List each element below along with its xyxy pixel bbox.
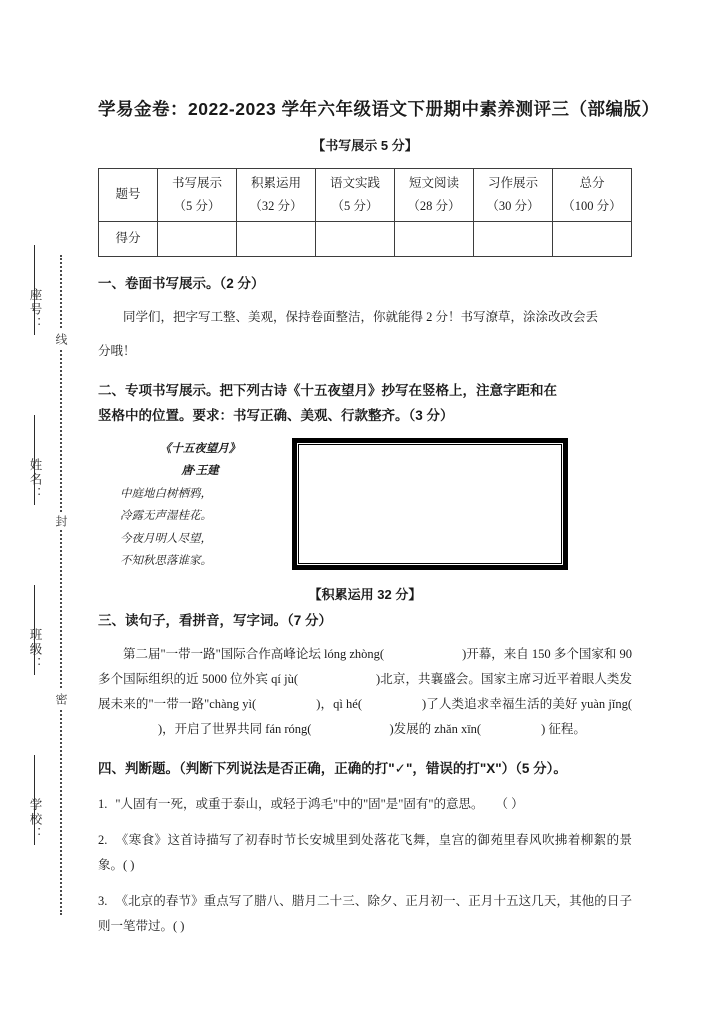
pinyin-seg: )了人类追求幸福生活的美好 yuàn jǐng( xyxy=(422,697,632,712)
score-entry-cell[interactable] xyxy=(553,222,632,257)
table-header-cell xyxy=(553,169,632,222)
answer-parenthesis[interactable]: ( ) xyxy=(173,918,185,933)
pinyin-seg: )，开启了世界共同 fán róng( xyxy=(158,722,312,737)
seal-label-seat: 座号： xyxy=(28,288,42,332)
seal-char-seal: 封 xyxy=(53,512,70,530)
pinyin-seg: )，qì hé( xyxy=(316,697,362,712)
column-points: （5 分） xyxy=(173,199,221,213)
handwriting-answer-box[interactable] xyxy=(292,438,568,570)
page-content xyxy=(98,0,660,1024)
column-name: 积累运用 xyxy=(250,175,301,190)
seal-char-line: 线 xyxy=(53,330,70,348)
section-one-body-line-2: 分哦！ xyxy=(98,343,136,358)
poem-author: 唐·王建 xyxy=(181,465,219,478)
poem-block xyxy=(98,438,288,573)
column-name: 总分 xyxy=(579,175,605,190)
column-name: 书写展示 xyxy=(171,175,222,190)
column-points: （32 分） xyxy=(249,199,303,213)
column-name: 语文实践 xyxy=(329,175,380,190)
table-row xyxy=(99,222,632,257)
seal-label-school: 学校： xyxy=(28,798,42,842)
poem-line: 冷露无声湿桂花。 xyxy=(120,510,212,523)
poem-line: 中庭地白树栖鸦， xyxy=(120,487,212,500)
column-points: （5 分） xyxy=(331,199,379,213)
item-number: 3. xyxy=(98,893,108,908)
list-item xyxy=(98,878,632,939)
item-text: "人固有一死，或重于泰山，或轻于鸿毛"中的"固"是"固有"的意思。 xyxy=(115,796,484,811)
list-item xyxy=(98,817,632,878)
table-header-cell xyxy=(474,169,553,222)
pinyin-seg: )发展的 zhǎn xīn( xyxy=(389,722,482,737)
writing-section-heading: 【书写展示 5 分】 xyxy=(312,138,418,153)
seal-label-name: 姓名： xyxy=(28,458,42,502)
column-name: 短文阅读 xyxy=(408,175,459,190)
answer-parenthesis[interactable]: （ ） xyxy=(495,796,524,811)
poem-line: 今夜月明人尽望， xyxy=(120,532,212,545)
seal-margin xyxy=(0,0,92,1024)
score-table xyxy=(98,168,632,257)
score-entry-cell[interactable] xyxy=(237,222,316,257)
section-two-title-line-1: 二、专项书写展示。把下列古诗《十五夜望月》抄写在竖格上，注意字距和在 xyxy=(98,382,557,398)
table-header-cell xyxy=(237,169,316,222)
item-number: 2. xyxy=(98,832,108,847)
pinyin-fill-paragraph xyxy=(98,633,632,742)
poem-line: 不知秋思落谁家。 xyxy=(120,554,212,567)
score-entry-cell[interactable] xyxy=(316,222,395,257)
page-title: 学易金卷：2022-2023 学年六年级语文下册期中素养测评三（部编版） xyxy=(98,99,660,119)
table-header-cell xyxy=(316,169,395,222)
table-header-cell xyxy=(395,169,474,222)
handwriting-box-inner-border xyxy=(298,444,562,564)
item-text: 《寒食》这首诗描写了初春时节长安城里到处落花飞舞，皇宫的御苑里春风吹拂着柳絮的景象。 xyxy=(98,832,632,872)
pinyin-seg: )开幕，来自 150 多个国家和 90 多个国际组织的近 5000 位外宾 qí jù( xyxy=(98,647,632,687)
column-name: 习作展示 xyxy=(487,175,538,190)
seal-char-mi: 密 xyxy=(53,690,70,708)
column-points: （100 分） xyxy=(562,199,622,213)
column-points: （28 分） xyxy=(407,199,461,213)
score-entry-cell[interactable] xyxy=(474,222,553,257)
poem-title: 《十五夜望月》 xyxy=(159,442,241,455)
poem-and-writing-box xyxy=(98,428,632,573)
section-three-title: 三、读句子，看拼音，写字词。（7 分） xyxy=(98,613,333,629)
section-two-title-line-2: 竖格中的位置。要求：书写正确、美观、行款整齐。（3 分） xyxy=(98,408,454,424)
answer-parenthesis[interactable]: ( ) xyxy=(123,857,135,872)
table-header-cell xyxy=(158,169,237,222)
section-one-title: 一、卷面书写展示。（2 分） xyxy=(98,276,265,291)
score-entry-cell[interactable] xyxy=(395,222,474,257)
pinyin-seg: )北京，共襄盛会。国家主席习近平着眼人类发展未来的"一带一路"chàng yì( xyxy=(98,672,633,712)
table-row-label-question: 题号 xyxy=(99,169,158,222)
seal-dotted-line xyxy=(60,255,62,915)
table-row xyxy=(99,169,632,222)
item-text: 《北京的春节》重点写了腊八、腊月二十三、除夕、正月初一、正月十五这几天，其他的日子则一笔带过。 xyxy=(98,893,632,933)
column-points: （30 分） xyxy=(486,199,540,213)
score-entry-cell[interactable] xyxy=(158,222,237,257)
table-row-label-score: 得分 xyxy=(99,222,158,257)
pinyin-seg: ) 征程。 xyxy=(541,722,586,737)
pinyin-seg: 第二届"一带一路"国际合作高峰论坛 lóng zhòng( xyxy=(123,647,385,662)
list-item xyxy=(98,781,632,817)
section-four-title: 四、判断题。（判断下列说法是否正确，正确的打"✓"，错误的打"X"）（5 分）。 xyxy=(98,761,567,777)
seal-label-class: 班级： xyxy=(28,628,42,672)
accumulate-section-heading: 【积累运用 32 分】 xyxy=(308,587,422,603)
item-number: 1. xyxy=(98,796,108,811)
section-one-body-line-1: 同学们，把字写工整、美观，保持卷面整洁，你就能得 2 分！书写潦草，涂涂改改会丢 xyxy=(123,309,599,324)
